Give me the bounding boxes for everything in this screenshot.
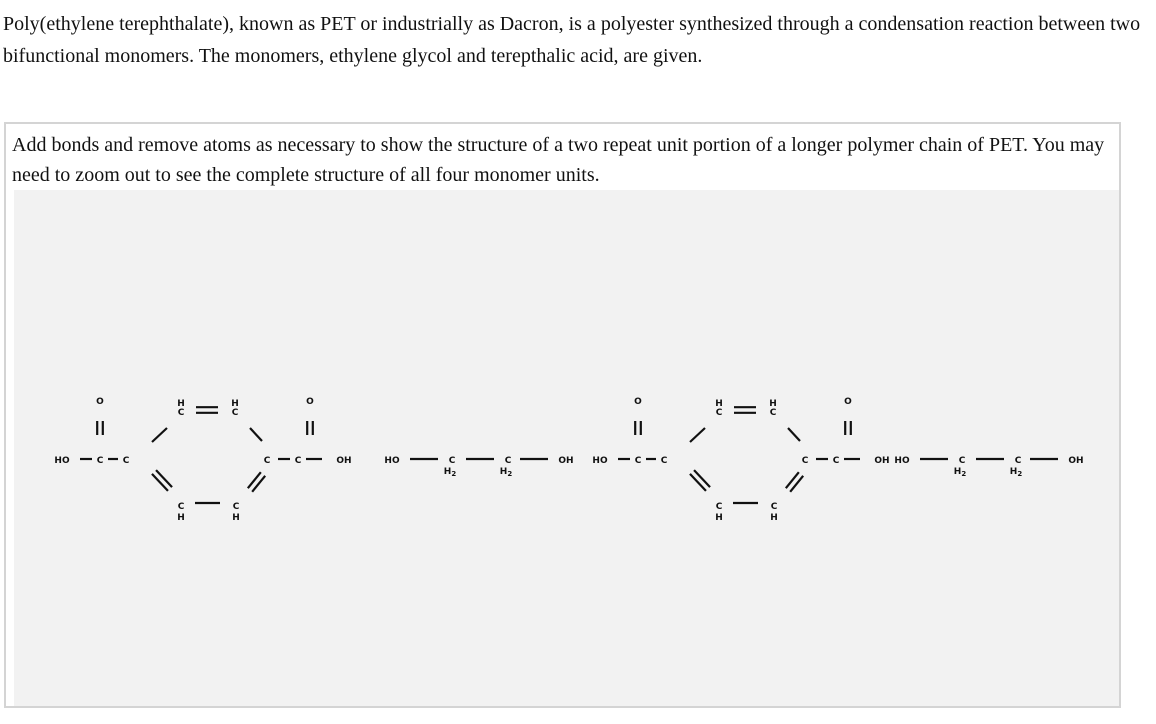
methylene-hydrogen[interactable]: $H_2$	[499, 467, 513, 478]
ring-double-bond[interactable]	[790, 476, 803, 492]
ring-ch-hydrogen[interactable]: H	[769, 399, 777, 409]
ring-bond[interactable]	[250, 428, 262, 441]
ring-ch-carbon[interactable]: C	[232, 502, 240, 512]
hydroxyl-oh[interactable]: OH	[558, 456, 574, 466]
ring-ch-hydrogen[interactable]: H	[715, 399, 723, 409]
ring-carbon[interactable]: C	[263, 456, 271, 466]
methylene-hydrogen[interactable]: $H_2$	[953, 467, 967, 478]
ring-carbon[interactable]: C	[122, 456, 130, 466]
ring-double-bond[interactable]	[156, 470, 172, 487]
methylene-carbon[interactable]: C	[504, 456, 512, 466]
carboxyl-oh[interactable]: OH	[336, 456, 352, 466]
carboxyl-ho[interactable]: HO	[592, 456, 608, 466]
ring-carbon[interactable]: C	[801, 456, 809, 466]
hydroxyl-oh[interactable]: OH	[1068, 456, 1084, 466]
carboxyl-carbon[interactable]: C	[832, 456, 840, 466]
ring-double-bond[interactable]	[694, 470, 710, 487]
hydroxyl-ho[interactable]: HO	[384, 456, 400, 466]
ring-ch-hydrogen[interactable]: H	[177, 513, 185, 523]
ring-ch-carbon[interactable]: C	[770, 502, 778, 512]
carbonyl-oxygen[interactable]: O	[844, 397, 852, 407]
ring-bond[interactable]	[690, 428, 705, 442]
carboxyl-carbon[interactable]: C	[634, 456, 642, 466]
ring-ch-hydrogen[interactable]: H	[177, 399, 185, 409]
carboxyl-ho[interactable]: HO	[54, 456, 70, 466]
ring-ch-carbon[interactable]: C	[231, 408, 239, 418]
carboxyl-oh[interactable]: OH	[874, 456, 890, 466]
methylene-hydrogen[interactable]: $H_2$	[443, 467, 457, 478]
carboxyl-carbon[interactable]: C	[96, 456, 104, 466]
ring-ch-hydrogen[interactable]: H	[232, 513, 240, 523]
ring-ch-hydrogen[interactable]: H	[715, 513, 723, 523]
ring-ch-carbon[interactable]: C	[177, 408, 185, 418]
hydroxyl-ho[interactable]: HO	[894, 456, 910, 466]
question-intro: Poly(ethylene terephthalate), known as PET or industrially as Dacron, is a polyester synthesized through a condensation reaction between two bifunctional monomers. The monomers, ethylene glycol and terepthalic acid, are given.	[3, 13, 1141, 67]
ring-bond[interactable]	[788, 428, 800, 441]
carboxyl-carbon[interactable]: C	[294, 456, 302, 466]
carbonyl-oxygen[interactable]: O	[634, 397, 642, 407]
methylene-carbon[interactable]: C	[448, 456, 456, 466]
ring-ch-carbon[interactable]: C	[769, 408, 777, 418]
carbonyl-oxygen[interactable]: O	[306, 397, 314, 407]
ring-ch-carbon[interactable]: C	[177, 502, 185, 512]
ring-double-bond[interactable]	[248, 472, 261, 488]
ring-ch-hydrogen[interactable]: H	[770, 513, 778, 523]
ring-double-bond[interactable]	[690, 474, 706, 491]
ring-carbon[interactable]: C	[660, 456, 668, 466]
ring-double-bond[interactable]	[152, 474, 168, 491]
ring-ch-carbon[interactable]: C	[715, 408, 723, 418]
methylene-carbon[interactable]: C	[1014, 456, 1022, 466]
ring-double-bond[interactable]	[786, 472, 799, 488]
carbonyl-oxygen[interactable]: O	[96, 397, 104, 407]
ring-double-bond[interactable]	[252, 476, 265, 492]
ring-ch-hydrogen[interactable]: H	[231, 399, 239, 409]
ring-ch-carbon[interactable]: C	[715, 502, 723, 512]
question-prompt: Add bonds and remove atoms as necessary to show the structure of a two repeat unit portion of a longer polymer chain of PET. You may need to zoom out to see the complete structure of all four monomer units.	[12, 134, 1105, 186]
methylene-carbon[interactable]: C	[958, 456, 966, 466]
ring-bond[interactable]	[152, 428, 167, 442]
methylene-hydrogen[interactable]: $H_2$	[1009, 467, 1023, 478]
